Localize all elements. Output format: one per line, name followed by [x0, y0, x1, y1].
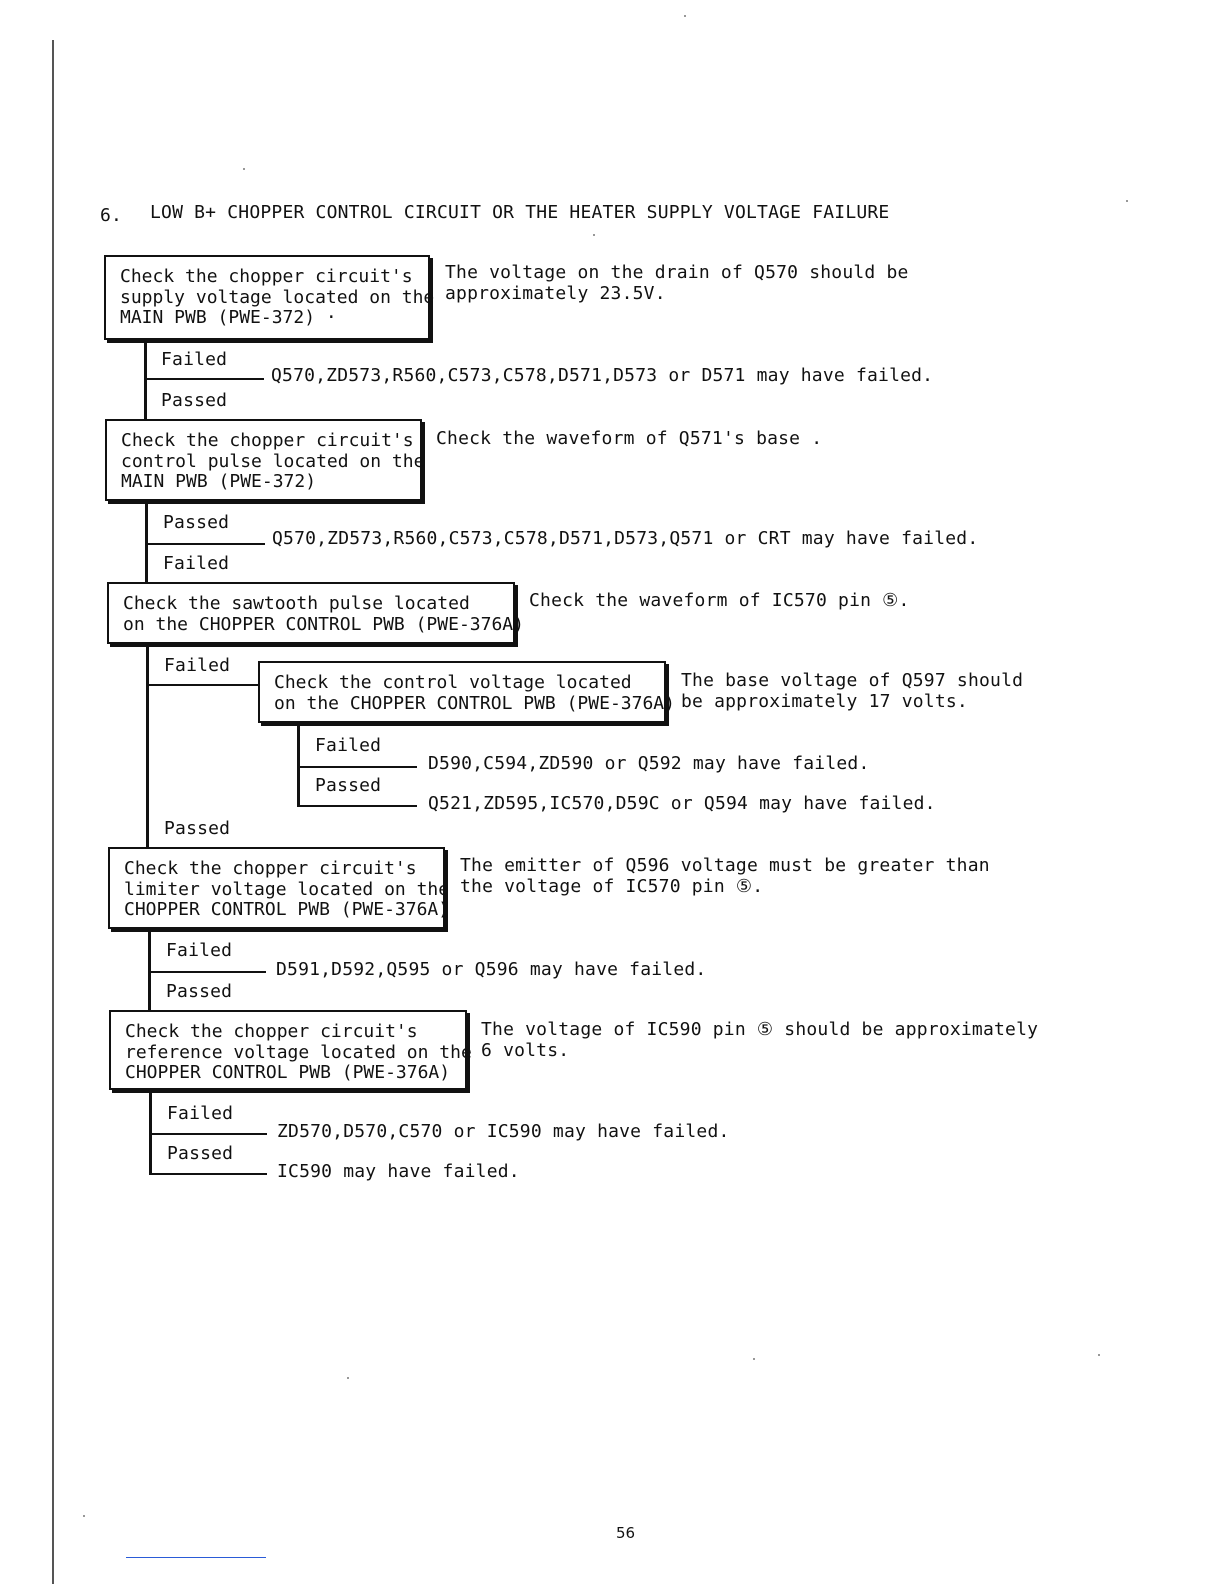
step3a-branch-passed: Passed [315, 775, 382, 796]
step2-note-line: Check the waveform of Q571's base . [436, 428, 823, 449]
step3-branch-line [146, 644, 149, 848]
step5-result-failed: ZD570,D570,C570 or IC590 may have failed. [277, 1121, 730, 1142]
step2-box-line: MAIN PWB (PWE-372) [121, 471, 317, 492]
step5-branch-line [149, 1090, 152, 1174]
step3a-failed-connector [297, 766, 417, 768]
step2-branch-passed: Passed [163, 512, 230, 533]
step3a-box-line: Check the control voltage located [274, 672, 632, 693]
step4-box-line: limiter voltage located on the [124, 878, 450, 900]
step2-box-line: control pulse located on the [121, 450, 425, 472]
step1-branch-line [144, 340, 147, 420]
scan-speck [684, 15, 686, 17]
step3-branch-failed: Failed [164, 655, 231, 676]
step1-box-line: Check the chopper circuit's [120, 266, 413, 287]
step5-note [481, 1019, 1038, 1061]
step4-note-line: The emitter of Q596 voltage must be greater than [460, 855, 990, 876]
step3a-result-failed: D590,C594,ZD590 or Q592 may have failed. [428, 753, 870, 774]
step5-branch-failed: Failed [167, 1103, 234, 1124]
step3-box-line: on the CHOPPER CONTROL PWB (PWE-376A) [123, 613, 524, 635]
step3a-note-line: The base voltage of Q597 should [681, 670, 1024, 691]
step3a-passed-connector [297, 805, 417, 807]
step4-branch-passed: Passed [166, 981, 233, 1002]
step1-branch-passed: Passed [161, 390, 228, 411]
step3-box-line: Check the sawtooth pulse located [123, 593, 470, 614]
step4-branch-failed: Failed [166, 940, 233, 961]
section-title: LOW B+ CHOPPER CONTROL CIRCUIT OR THE HEATER SUPPLY VOLTAGE FAILURE [150, 202, 890, 223]
step4-box-line: Check the chopper circuit's [124, 858, 417, 879]
step5-check-box [109, 1010, 472, 1090]
left-margin-rule [52, 40, 54, 1584]
step3a-result-passed: Q521,ZD595,IC570,D59C or Q594 may have failed. [428, 793, 936, 814]
step4-note [460, 855, 990, 897]
step5-box-line: reference voltage located on the [125, 1041, 472, 1063]
step3a-branch-line [297, 723, 300, 806]
step1-check-box [104, 255, 435, 340]
scan-speck [1126, 200, 1128, 202]
step2-result-connector [145, 543, 265, 545]
step4-check-box [108, 847, 450, 929]
step3-check-box [107, 582, 524, 644]
step5-failed-connector [149, 1133, 267, 1135]
step5-passed-connector [149, 1173, 267, 1175]
step5-box-line: Check the chopper circuit's [125, 1021, 418, 1042]
step3-note-line: Check the waveform of IC570 pin ⑤. [529, 590, 910, 611]
step2-check-box [105, 419, 425, 501]
step3a-box-line: on the CHOPPER CONTROL PWB (PWE-376A) [274, 692, 675, 714]
step1-result-connector [144, 378, 264, 380]
step5-box-line: CHOPPER CONTROL PWB (PWE-376A) [125, 1062, 451, 1083]
step3-failed-connector [146, 684, 258, 686]
step5-note-line: 6 volts. [481, 1040, 570, 1061]
step1-box-line: MAIN PWB (PWE-372) · [120, 307, 337, 328]
scan-speck [593, 234, 595, 236]
step2-branch-line [145, 501, 148, 583]
step3-branch-passed: Passed [164, 818, 231, 839]
step3a-note-line: be approximately 17 volts. [681, 691, 968, 712]
step1-branch-failed: Failed [161, 349, 228, 370]
step1-result: Q570,ZD573,R560,C573,C578,D571,D573 or D571 may have failed. [271, 365, 934, 386]
step1-note-line: The voltage on the drain of Q570 should be [445, 262, 909, 283]
step3a-note [681, 670, 1023, 712]
step2-branch-failed: Failed [163, 553, 230, 574]
step4-note-line: the voltage of IC570 pin ⑤. [460, 876, 764, 897]
step4-result: D591,D592,Q595 or Q596 may have failed. [276, 959, 707, 980]
step3a-branch-failed: Failed [315, 735, 382, 756]
step4-branch-line [148, 929, 151, 1011]
bottom-rule [126, 1557, 266, 1558]
scan-speck [753, 1358, 755, 1360]
page-number: 56 [616, 1524, 636, 1542]
step2-note [436, 428, 822, 449]
scan-speck [83, 1515, 85, 1517]
scan-speck [243, 168, 245, 170]
step4-box-line: CHOPPER CONTROL PWB (PWE-376A) [124, 899, 450, 920]
step3-note [529, 590, 910, 611]
scan-speck [347, 1377, 349, 1379]
step5-branch-passed: Passed [167, 1143, 234, 1164]
section-number: 6. [100, 205, 123, 226]
step5-result-passed: IC590 may have failed. [277, 1161, 520, 1182]
step4-result-connector [148, 971, 266, 973]
step5-note-line: The voltage of IC590 pin ⑤ should be approximately [481, 1019, 1039, 1040]
step1-note-line: approximately 23.5V. [445, 283, 666, 304]
step1-note [445, 262, 909, 304]
step2-box-line: Check the chopper circuit's [121, 430, 414, 451]
step2-result: Q570,ZD573,R560,C573,C578,D571,D573,Q571 or CRT may have failed. [272, 528, 979, 549]
step3a-check-box [258, 661, 675, 723]
step1-box-line: supply voltage located on the [120, 286, 435, 308]
scan-speck [1098, 1354, 1100, 1356]
